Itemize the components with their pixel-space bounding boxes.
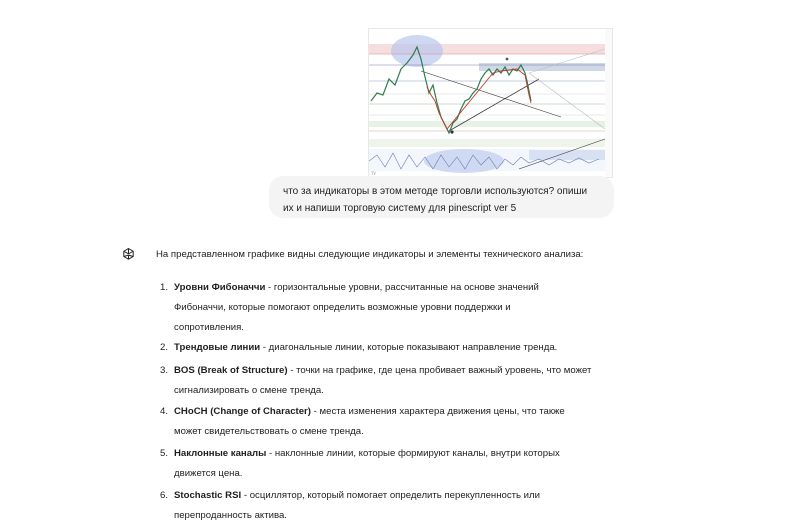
item-term: BOS (Break of Structure) [174, 365, 288, 376]
list-item: 2. Трендовые линии - диагональные линии, которые показывают направление тренда. [160, 342, 558, 353]
openai-logo-icon [121, 247, 136, 262]
list-item: 1. Уровни Фибоначчи - горизонтальные уровни, рассчитанные на основе значений Фибоначчи, которые помогают определить возможные уровни поддержки и сопротивления. [160, 282, 539, 333]
attached-chart-image[interactable] [368, 28, 613, 178]
list-item: 3. BOS (Break of Structure) - точки на графике, где цена пробивает важный уровень, что может сигнализировать о смене тренда. [160, 365, 592, 396]
list-item: 6. Stochastic RSI - осциллятор, который помогает определить перекупленность или перепроданность актива. [160, 490, 541, 521]
assistant-intro-text: На представленном графике видны следующие индикаторы и элементы технического анализа: [156, 249, 584, 260]
user-message-line: что за индикаторы в этом методе торговли используются? опиши [283, 186, 588, 197]
item-term: Уровни Фибоначчи [174, 282, 266, 293]
item-term: Stochastic RSI [174, 490, 242, 501]
list-item: 5. Наклонные каналы - наклонные линии, которые формируют каналы, внутри которых движется цена. [160, 448, 560, 479]
list-item: 4. CHoCH (Change of Character) - места изменения характера движения цены, что также может свидетельствовать о смене тренда. [160, 406, 565, 437]
item-term: Трендовые линии [174, 342, 261, 353]
user-message-bubble [269, 176, 614, 218]
user-message-line: их и напиши торговую систему для pinescript ver 5 [283, 203, 517, 214]
chart-caption: TV [371, 171, 376, 176]
item-term: Наклонные каналы [174, 448, 267, 459]
item-term: CHoCH (Change of Character) [174, 406, 311, 417]
trading-chart-picture [369, 29, 612, 177]
